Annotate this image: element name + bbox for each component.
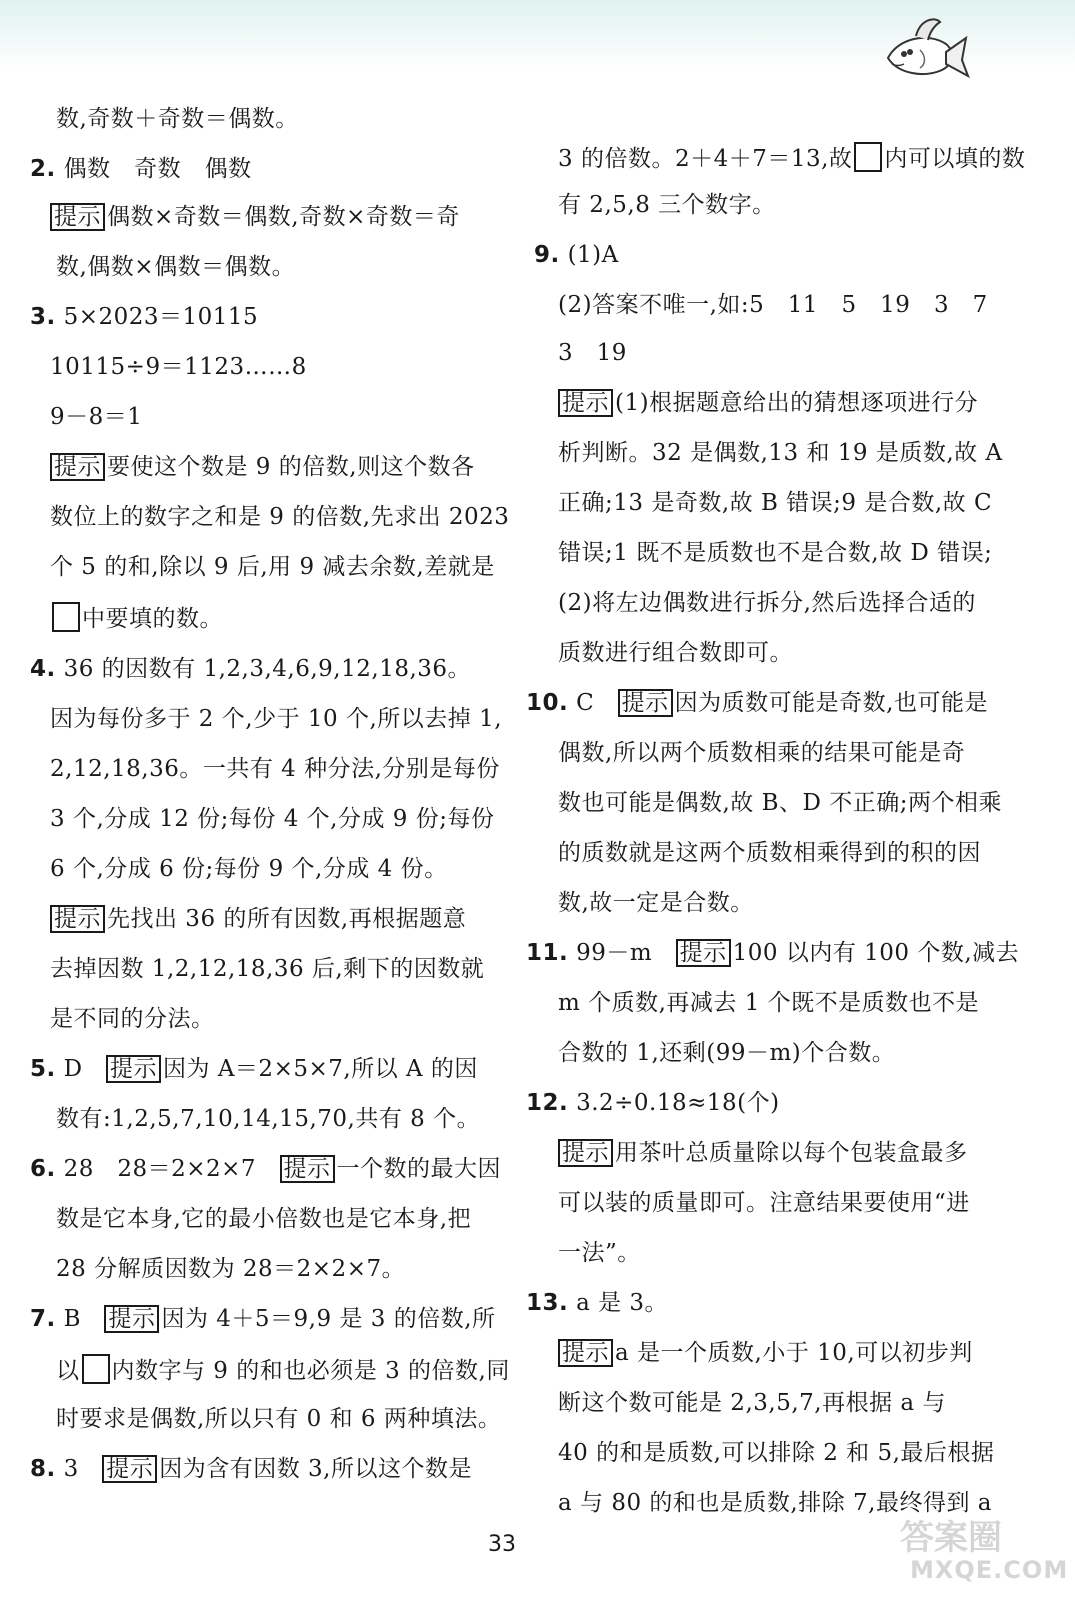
line-text: 的质数就是这两个质数相乘得到的积的因 <box>558 840 981 866</box>
line-text: 内数字与 9 的和也必须是 3 的倍数,同 <box>111 1358 510 1384</box>
text-line <box>558 588 976 618</box>
text-line <box>558 788 1002 818</box>
text-line <box>558 1238 641 1268</box>
text-line <box>558 988 979 1018</box>
hint-label: 提示 <box>104 1305 159 1333</box>
question-number: 3. <box>30 304 56 330</box>
line-text: 偶数 奇数 偶数 <box>63 156 252 182</box>
text-line <box>558 1138 968 1168</box>
text-line <box>534 240 619 270</box>
line-text: 数,故一定是合数。 <box>558 890 754 916</box>
text-line <box>526 1288 668 1318</box>
line-text: m 个质数,再减去 1 个既不是质数也不是 <box>558 990 980 1016</box>
text-line <box>50 854 448 884</box>
answer-text: D <box>63 1056 107 1082</box>
hint-label: 提示 <box>618 689 673 717</box>
fish-mascot-icon <box>880 10 970 90</box>
line-text: 因为质数可能是奇数,也可能是 <box>674 690 988 716</box>
text-line <box>558 438 1003 468</box>
answer-text: 以 <box>56 1358 80 1384</box>
hint-label: 提示 <box>558 1139 613 1167</box>
text-line <box>56 1354 510 1386</box>
line-text: 一法”。 <box>558 1240 641 1266</box>
text-line <box>30 654 471 684</box>
line-text: 3.2÷0.18≈18(个) <box>576 1090 780 1116</box>
answer-text: 99－m <box>576 940 676 966</box>
line-text: 数,奇数＋奇数＝偶数。 <box>56 106 299 132</box>
question-number: 7. <box>30 1306 56 1332</box>
answer-text: 3 的倍数。2＋4＋7＝13,故 <box>558 146 853 172</box>
text-line <box>558 1038 895 1068</box>
line-text: 数有:1,2,5,7,10,14,15,70,共有 8 个。 <box>56 1106 481 1132</box>
line-text: 9－8＝1 <box>50 404 143 430</box>
text-line <box>50 452 475 482</box>
line-text: 时要求是偶数,所以只有 0 和 6 两种填法。 <box>56 1406 502 1432</box>
line-text: 数也可能是偶数,故 B、D 不正确;两个相乘 <box>558 790 1003 816</box>
line-text: 先找出 36 的所有因数,再根据题意 <box>107 906 467 932</box>
hint-label: 提示 <box>280 1155 335 1183</box>
line-text: 析判断。32 是偶数,13 和 19 是质数,故 A <box>558 440 1003 466</box>
text-line <box>558 1388 946 1418</box>
watermark-title: 答案圈 <box>900 1518 1002 1558</box>
line-text: 5×2023＝10115 <box>63 304 259 330</box>
line-text: 可以装的质量即可。注意结果要使用“进 <box>558 1190 970 1216</box>
blank-box-icon <box>52 602 80 632</box>
question-number: 5. <box>30 1056 56 1082</box>
line-text: 因为 A＝2×5×7,所以 A 的因 <box>163 1056 478 1082</box>
watermark-url: MXQE.COM <box>910 1556 1069 1584</box>
text-line <box>558 338 627 368</box>
line-text: 质数进行组合数即可。 <box>558 640 793 666</box>
text-line <box>558 738 965 768</box>
text-line <box>50 754 500 784</box>
line-text: 偶数×奇数＝偶数,奇数×奇数＝奇 <box>107 204 460 230</box>
text-line <box>558 190 776 220</box>
text-line <box>30 302 258 332</box>
text-line <box>56 252 295 282</box>
watermark <box>900 1510 1070 1595</box>
hint-label: 提示 <box>106 1055 161 1083</box>
line-text: 断这个数可能是 2,3,5,7,再根据 a 与 <box>558 1390 946 1416</box>
line-text: 偶数,所以两个质数相乘的结果可能是奇 <box>558 740 966 766</box>
text-line <box>558 142 1025 174</box>
line-text: 数位上的数字之和是 9 的倍数,先求出 2023 <box>50 504 510 530</box>
question-number: 6. <box>30 1156 56 1182</box>
text-line <box>30 1154 501 1184</box>
line-text: 用茶叶总质量除以每个包装盒最多 <box>615 1140 968 1166</box>
text-line <box>50 202 460 232</box>
text-line <box>56 104 299 134</box>
hint-label: 提示 <box>50 203 105 231</box>
line-text: 去掉因数 1,2,12,18,36 后,剩下的因数就 <box>50 956 485 982</box>
answer-text: 28 28＝2×2×7 <box>63 1156 280 1182</box>
blank-box-icon <box>854 142 882 172</box>
text-line <box>50 1004 215 1034</box>
text-line <box>50 704 502 734</box>
text-line <box>56 1204 471 1234</box>
question-number: 12. <box>526 1090 569 1116</box>
text-line <box>30 1304 496 1334</box>
line-text: 是不同的分法。 <box>50 1006 215 1032</box>
line-text: 错误;1 既不是质数也不是合数,故 D 错误; <box>558 540 993 566</box>
text-line <box>558 1188 970 1218</box>
question-number: 9. <box>534 242 560 268</box>
line-text: a 是一个质数,小于 10,可以初步判 <box>615 1340 973 1366</box>
line-text: 2,12,18,36。一共有 4 种分法,分别是每份 <box>50 756 500 782</box>
text-line <box>50 352 307 382</box>
text-line <box>558 538 992 568</box>
hint-label: 提示 <box>50 905 105 933</box>
line-text: 数,偶数×偶数＝偶数。 <box>56 254 296 280</box>
text-line <box>56 1104 480 1134</box>
line-text: 因为 4＋5＝9,9 是 3 的倍数,所 <box>161 1306 496 1332</box>
line-text: (2)将左边偶数进行拆分,然后选择合适的 <box>558 590 976 616</box>
line-text: 3 19 <box>558 340 627 366</box>
text-line <box>30 154 252 184</box>
hint-label: 提示 <box>50 453 105 481</box>
text-line <box>50 954 484 984</box>
line-text: (2)答案不唯一,如:5 11 5 19 3 7 <box>558 292 988 318</box>
line-text: a 与 80 的和也是质数,排除 7,最终得到 a <box>558 1490 993 1516</box>
text-line <box>558 888 754 918</box>
line-text: (1)根据题意给出的猜想逐项进行分 <box>615 390 979 416</box>
text-line <box>50 602 223 634</box>
text-line <box>558 1438 994 1468</box>
question-number: 4. <box>30 656 56 682</box>
line-text: 40 的和是质数,可以排除 2 和 5,最后根据 <box>558 1440 995 1466</box>
text-line <box>526 688 988 718</box>
line-text: 28 分解质因数为 28＝2×2×7。 <box>56 1256 406 1282</box>
line-text: 个 5 的和,除以 9 后,用 9 减去余数,差就是 <box>50 554 495 580</box>
question-number: 13. <box>526 1290 569 1316</box>
line-text: 有 2,5,8 三个数字。 <box>558 192 776 218</box>
line-text: a 是 3。 <box>576 1290 669 1316</box>
answer-text: C <box>576 690 618 716</box>
text-line <box>50 552 495 582</box>
hint-label: 提示 <box>558 389 613 417</box>
question-number: 10. <box>526 690 569 716</box>
line-text: 内可以填的数 <box>884 146 1026 172</box>
line-text: 36 的因数有 1,2,3,4,6,9,12,18,36。 <box>63 656 472 682</box>
text-line <box>558 290 988 320</box>
text-line <box>50 804 494 834</box>
text-line <box>526 1088 780 1118</box>
text-line <box>558 638 793 668</box>
text-line <box>558 838 981 868</box>
text-line <box>558 488 992 518</box>
page-number: 33 <box>488 1532 516 1557</box>
text-line <box>30 1054 478 1084</box>
text-line <box>30 1454 472 1484</box>
line-text: 数是它本身,它的最小倍数也是它本身,把 <box>56 1206 472 1232</box>
text-line <box>50 402 142 432</box>
text-line <box>50 904 466 934</box>
hint-label: 提示 <box>558 1339 613 1367</box>
line-text: (1)A <box>567 242 619 268</box>
line-text: 6 个,分成 6 份;每份 9 个,分成 4 份。 <box>50 856 448 882</box>
answer-text: 3 <box>63 1456 103 1482</box>
question-number: 11. <box>526 940 569 966</box>
line-text: 因为含有因数 3,所以这个数是 <box>159 1456 472 1482</box>
text-line <box>56 1404 501 1434</box>
blank-box-icon <box>82 1354 110 1384</box>
question-number: 8. <box>30 1456 56 1482</box>
line-text: 因为每份多于 2 个,少于 10 个,所以去掉 1, <box>50 706 503 732</box>
line-text: 中要填的数。 <box>82 606 223 632</box>
text-line <box>56 1254 405 1284</box>
line-text: 合数的 1,还剩(99－m)个合数。 <box>558 1040 896 1066</box>
hint-label: 提示 <box>102 1455 157 1483</box>
line-text: 要使这个数是 9 的倍数,则这个数各 <box>107 454 475 480</box>
text-line <box>558 1338 973 1368</box>
line-text: 100 以内有 100 个数,减去 <box>732 940 1020 966</box>
hint-label: 提示 <box>676 939 731 967</box>
line-text: 正确;13 是奇数,故 B 错误;9 是合数,故 C <box>558 490 993 516</box>
line-text: 10115÷9＝1123……8 <box>50 354 307 380</box>
answer-text: B <box>63 1306 105 1332</box>
line-text: 一个数的最大因 <box>336 1156 502 1182</box>
text-line <box>50 502 509 532</box>
text-line <box>526 938 1019 968</box>
line-text: 3 个,分成 12 份;每份 4 个,分成 9 份;每份 <box>50 806 495 832</box>
text-line <box>558 388 978 418</box>
question-number: 2. <box>30 156 56 182</box>
